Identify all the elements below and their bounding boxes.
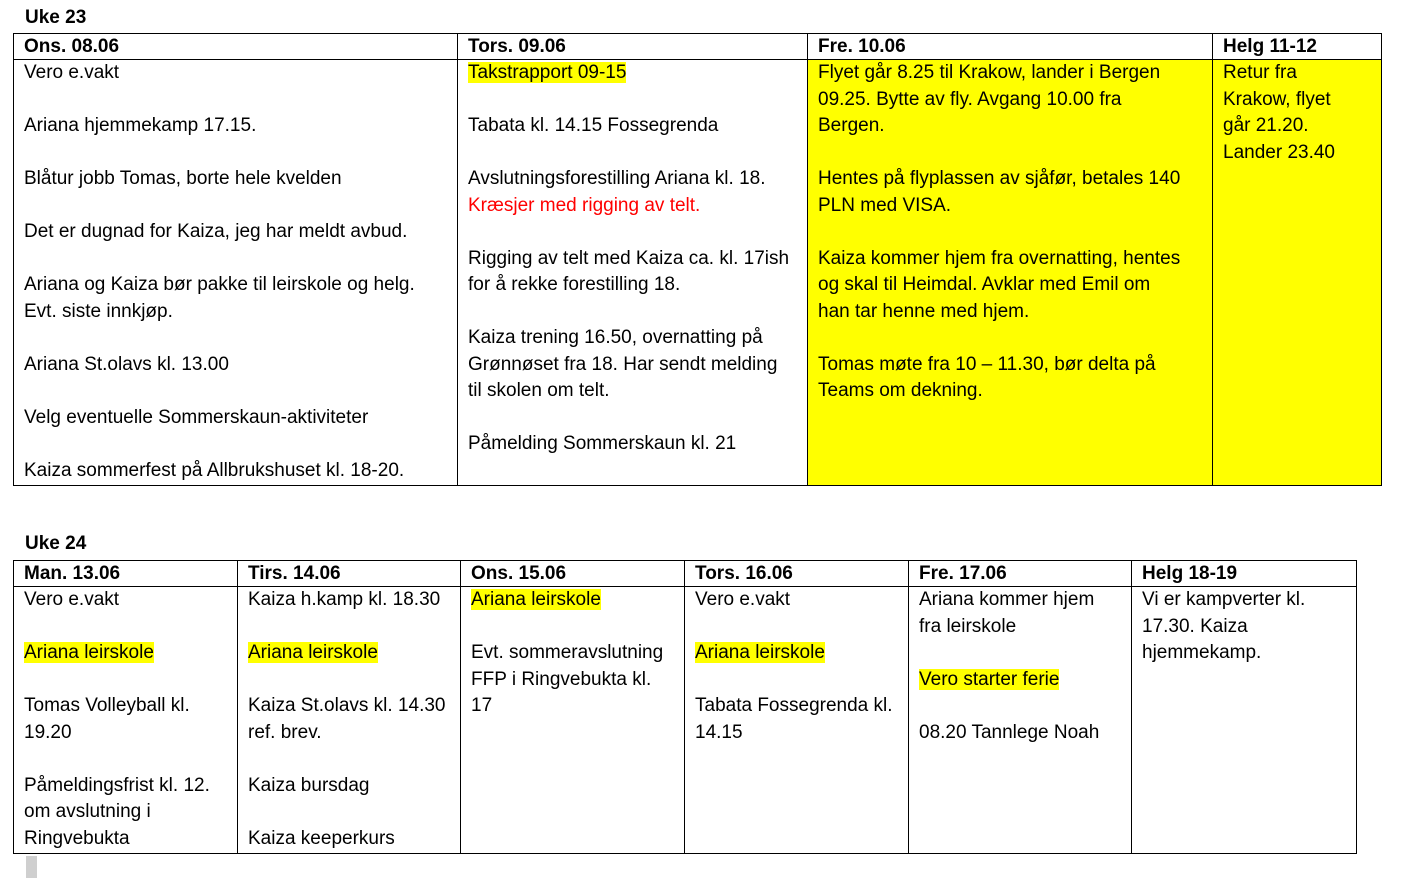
blank-line [24, 193, 447, 220]
entry-line [919, 667, 1121, 694]
day-cell[interactable] [14, 60, 458, 486]
entry-line [471, 693, 674, 720]
entry-line [919, 614, 1121, 641]
entry-line [468, 60, 797, 87]
day-cell[interactable] [909, 587, 1132, 854]
entry-line [1223, 60, 1371, 87]
content-row [14, 587, 1357, 854]
day-cell[interactable] [461, 587, 685, 854]
entry-text: Påmeldingsfrist kl. 12. [24, 774, 210, 796]
entry-line [248, 773, 450, 800]
day-cell[interactable] [458, 60, 808, 486]
entry-line [818, 166, 1202, 193]
entry-line [24, 405, 447, 432]
entry-text: til skolen om telt. [468, 380, 610, 401]
entry-line [818, 113, 1202, 140]
entry-line [818, 299, 1202, 326]
entry-line [695, 720, 898, 747]
entry-text: 14.15 [695, 721, 743, 743]
entry-text: Teams om dekning. [818, 380, 983, 401]
entry-line [24, 458, 447, 485]
day-cell[interactable] [1213, 60, 1382, 486]
week-title: Uke 23 [25, 7, 87, 28]
entry-line [24, 60, 447, 87]
entry-line [468, 166, 797, 193]
entry-text: Kræsjer med rigging av telt. [468, 194, 701, 216]
entry-text: Ariana hjemmekamp 17.15. [24, 115, 257, 136]
entry-line [24, 799, 227, 826]
blank-line [919, 640, 1121, 667]
entry-line [818, 193, 1202, 220]
entry-line [818, 60, 1202, 87]
entry-text: Tabata Fossegrenda kl. [695, 695, 893, 716]
entry-text: Rigging av telt med Kaiza ca. kl. 17ish [468, 247, 790, 269]
entry-text: FFP i Ringvebukta kl. [471, 668, 652, 690]
entry-text: Krakow, flyet [1223, 88, 1331, 110]
entry-line [919, 720, 1121, 747]
entry-text: Ringvebukta [24, 827, 130, 849]
entry-text: fra leirskole [919, 615, 1017, 637]
entry-line [24, 640, 227, 667]
entry-line [818, 272, 1202, 299]
day-header: Tors. 09.06 [458, 34, 808, 60]
day-header: Tirs. 14.06 [238, 561, 461, 587]
blank-line [248, 667, 450, 694]
day-header: Fre. 17.06 [909, 561, 1132, 587]
week-title: Uke 24 [25, 533, 87, 554]
entry-line [1223, 140, 1371, 167]
header-row [14, 34, 1382, 60]
blank-line [468, 405, 797, 432]
entry-line [24, 826, 227, 853]
entry-text: Takstrapport 09-15 [468, 62, 627, 83]
entry-line [248, 720, 450, 747]
entry-text: om avslutning i [24, 801, 151, 822]
entry-text: Bergen. [818, 115, 885, 136]
entry-text: 09.25. Bytte av fly. Avgang 10.00 fra [818, 88, 1122, 110]
entry-text: hjemmekamp. [1142, 642, 1262, 663]
day-header: Ons. 08.06 [14, 34, 458, 60]
entry-text: Ariana leirskole [695, 642, 825, 663]
entry-line [818, 378, 1202, 405]
entry-text: Ariana leirskole [248, 642, 378, 663]
entry-text: han tar henne med hjem. [818, 300, 1030, 322]
entry-text: Avslutningsforestilling Ariana kl. 18. [468, 168, 766, 189]
entry-text: Ariana leirskole [471, 589, 601, 610]
entry-line [468, 325, 797, 352]
entry-text: Påmelding Sommerskaun kl. 21 [468, 433, 737, 454]
entry-text: Flyet går 8.25 til Krakow, lander i Bergen [818, 62, 1161, 83]
entry-text: Kaiza keeperkurs [248, 827, 395, 849]
entry-line [471, 640, 674, 667]
entry-line [818, 352, 1202, 379]
entry-line [468, 272, 797, 299]
entry-line [471, 587, 674, 614]
entry-text: Tabata kl. 14.15 Fossegrenda [468, 115, 719, 136]
entry-line [1142, 587, 1346, 614]
blank-line [24, 378, 447, 405]
entry-line [919, 587, 1121, 614]
entry-text: Blåtur jobb Tomas, borte hele kvelden [24, 168, 342, 189]
day-header: Helg 18-19 [1132, 561, 1357, 587]
entry-line [818, 246, 1202, 273]
entry-text: Grønnøset fra 18. Har sendt melding [468, 353, 778, 375]
entry-text: 17.30. Kaiza [1142, 615, 1248, 637]
blank-line [468, 140, 797, 167]
day-header: Ons. 15.06 [461, 561, 685, 587]
blank-line [24, 431, 447, 458]
week-24-table [13, 560, 1357, 854]
entry-text: Vero e.vakt [695, 589, 791, 610]
entry-text: Kaiza h.kamp kl. 18.30 [248, 589, 441, 610]
day-header: Tors. 16.06 [685, 561, 909, 587]
entry-text: og skal til Heimdal. Avklar med Emil om [818, 274, 1151, 295]
week-23-table [13, 33, 1382, 486]
blank-line [24, 325, 447, 352]
entry-line [818, 87, 1202, 114]
blank-line [24, 87, 447, 114]
day-header: Helg 11-12 [1213, 34, 1382, 60]
entry-text: Kaiza trening 16.50, overnatting på [468, 327, 763, 348]
entry-text: Lander 23.40 [1223, 141, 1335, 163]
entry-line [1223, 87, 1371, 114]
entry-text: 08.20 Tannlege Noah [919, 721, 1100, 743]
entry-line [24, 720, 227, 747]
entry-line [24, 587, 227, 614]
blank-line [468, 219, 797, 246]
entry-text: Ariana og Kaiza bør pakke til leirskole og helg. [24, 274, 415, 295]
entry-text: Vero e.vakt [24, 589, 120, 610]
entry-text: går 21.20. [1223, 115, 1309, 136]
blank-line [24, 667, 227, 694]
entry-text: Ariana kommer hjem [919, 589, 1095, 610]
entry-text: Velg eventuelle Sommerskaun-aktiviteter [24, 406, 369, 428]
entry-text: 17 [471, 695, 493, 716]
entry-text: Evt. sommeravslutning [471, 642, 664, 663]
entry-text: Det er dugnad for Kaiza, jeg har meldt avbud. [24, 221, 408, 242]
entry-line [24, 272, 447, 299]
entry-text: Hentes på flyplassen av sjåfør, betales 140 [818, 168, 1181, 189]
day-cell[interactable] [14, 587, 238, 854]
day-header: Fre. 10.06 [808, 34, 1213, 60]
entry-line [695, 693, 898, 720]
blank-line [248, 614, 450, 641]
day-cell[interactable] [1132, 587, 1357, 854]
day-cell[interactable] [238, 587, 461, 854]
blank-line [24, 746, 227, 773]
entry-line [248, 693, 450, 720]
entry-line [24, 693, 227, 720]
entry-line [468, 378, 797, 405]
blank-line [818, 140, 1202, 167]
entry-line [248, 587, 450, 614]
entry-text: Kaiza sommerfest på Allbrukshuset kl. 18-20. [24, 459, 405, 481]
entry-text: for å rekke forestilling 18. [468, 274, 681, 295]
text-cursor [26, 856, 37, 878]
entry-line [24, 352, 447, 379]
entry-text: Ariana St.olavs kl. 13.00 [24, 353, 229, 375]
entry-line [248, 826, 450, 853]
blank-line [248, 746, 450, 773]
entry-text: Retur fra [1223, 62, 1297, 83]
entry-line [1223, 113, 1371, 140]
entry-text: ref. brev. [248, 721, 322, 743]
entry-line [695, 587, 898, 614]
entry-line [468, 113, 797, 140]
blank-line [24, 246, 447, 273]
entry-line [468, 246, 797, 273]
blank-line [468, 87, 797, 114]
day-cell[interactable] [808, 60, 1213, 486]
entry-text: Kaiza kommer hjem fra overnatting, hentes [818, 247, 1181, 269]
entry-line [248, 640, 450, 667]
entry-text: Evt. siste innkjøp. [24, 300, 173, 322]
entry-line [24, 166, 447, 193]
entry-line [468, 193, 797, 220]
blank-line [818, 219, 1202, 246]
entry-line [1142, 614, 1346, 641]
entry-line [468, 352, 797, 379]
entry-text: Tomas møte fra 10 – 11.30, bør delta på [818, 353, 1156, 375]
entry-text: Ariana leirskole [24, 642, 154, 663]
blank-line [818, 325, 1202, 352]
blank-line [471, 614, 674, 641]
blank-line [919, 693, 1121, 720]
day-header: Man. 13.06 [14, 561, 238, 587]
entry-text: Kaiza bursdag [248, 774, 370, 796]
entry-line [24, 299, 447, 326]
entry-line [471, 667, 674, 694]
header-row [14, 561, 1357, 587]
entry-text: Tomas Volleyball kl. [24, 695, 190, 716]
entry-text: Kaiza St.olavs kl. 14.30 [248, 695, 446, 716]
entry-line [1142, 640, 1346, 667]
day-cell[interactable] [685, 587, 909, 854]
blank-line [468, 299, 797, 326]
entry-text: Vi er kampverter kl. [1142, 589, 1306, 610]
blank-line [695, 614, 898, 641]
entry-line [695, 640, 898, 667]
entry-text: PLN med VISA. [818, 194, 952, 216]
blank-line [248, 799, 450, 826]
entry-text: Vero e.vakt [24, 62, 120, 83]
entry-line [24, 773, 227, 800]
blank-line [24, 614, 227, 641]
entry-text: 19.20 [24, 721, 72, 743]
blank-line [695, 667, 898, 694]
entry-line [24, 219, 447, 246]
blank-line [24, 140, 447, 167]
entry-line [24, 113, 447, 140]
content-row [14, 60, 1382, 486]
entry-line [468, 431, 797, 458]
entry-text: Vero starter ferie [919, 668, 1060, 690]
